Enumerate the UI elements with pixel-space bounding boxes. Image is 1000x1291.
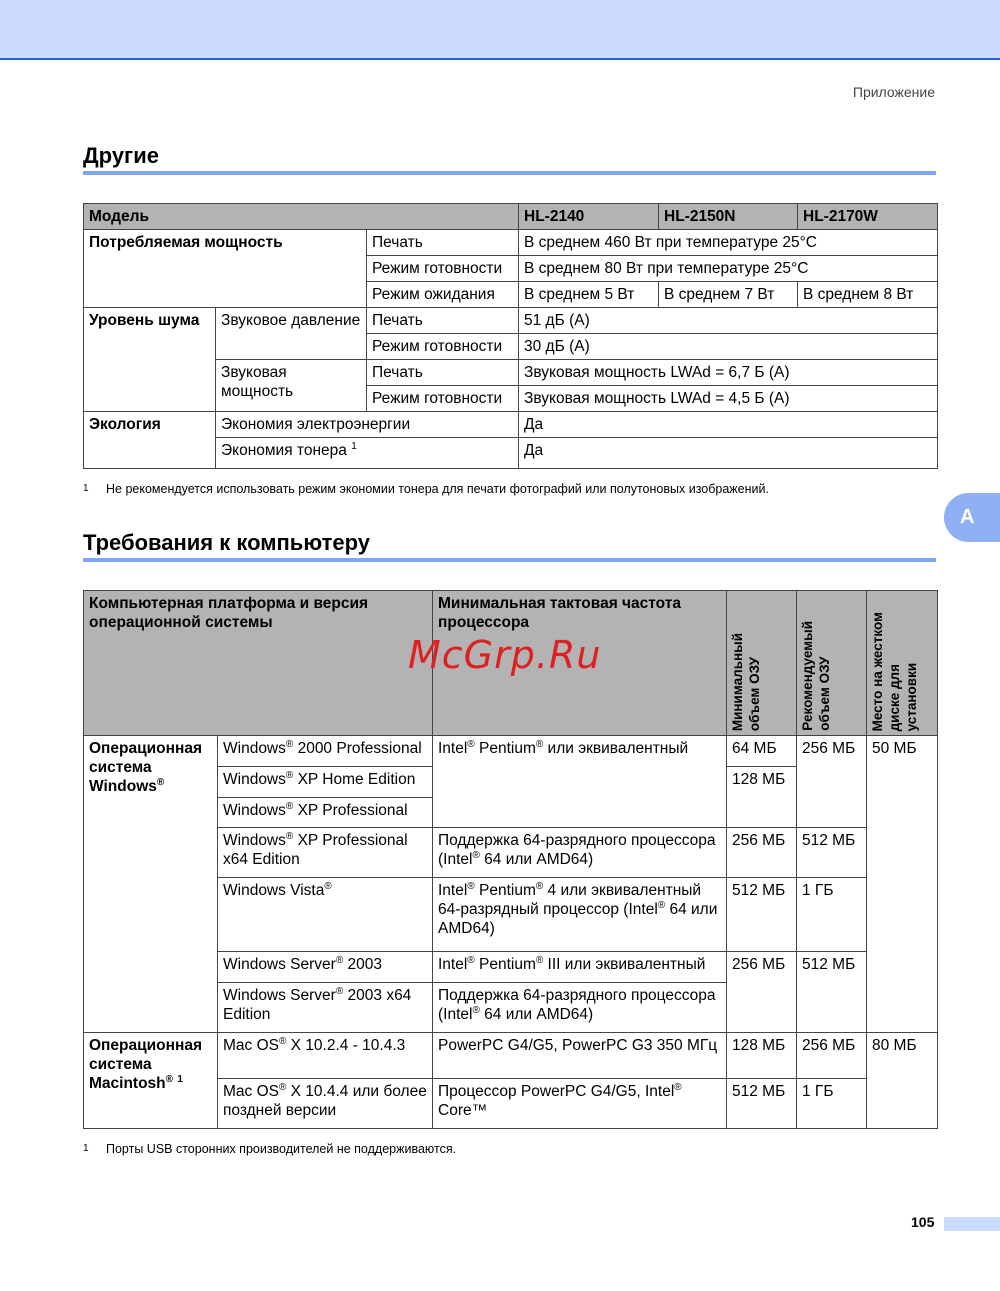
page-number: 105 xyxy=(911,1214,935,1230)
title-rule xyxy=(83,171,936,175)
cell: Звуковое давление xyxy=(216,308,367,360)
power-label: Потребляемая мощность xyxy=(84,230,367,308)
footnote-ref: 1 xyxy=(351,440,357,452)
cell: 1 ГБ xyxy=(797,1079,867,1129)
reg-mark: ® xyxy=(156,776,165,788)
section-title-others: Другие xyxy=(83,143,159,168)
os-cell: Windows® XP Professional x64 Edition xyxy=(218,828,433,878)
section-header: Приложение xyxy=(852,84,935,100)
cell: Режим ожидания xyxy=(367,282,519,308)
cell: 256 МБ xyxy=(797,736,867,828)
os-cell: Windows® 2000 Professional xyxy=(218,736,433,767)
cpu-cell: Intel® Pentium® или эквивалентный xyxy=(433,736,727,828)
cell: 512 МБ xyxy=(797,828,867,878)
model-hl2140: HL-2140 xyxy=(519,204,659,230)
cell: 512 МБ xyxy=(727,1079,797,1129)
cell: 512 МБ xyxy=(797,952,867,1033)
page-bar xyxy=(944,1217,1000,1231)
group-label: Операционная система Windows xyxy=(89,740,203,795)
os-cell: Windows® XP Professional xyxy=(218,798,433,828)
cell: 30 дБ (A) xyxy=(519,334,938,360)
cell: В среднем 5 Вт xyxy=(519,282,659,308)
os-cell: Windows Server® 2003 xyxy=(218,952,433,983)
specs-table xyxy=(83,203,938,469)
section-title-requirements: Требования к компьютеру xyxy=(83,530,370,555)
footnote-text: Порты USB сторонних производителей не поддерживаются. xyxy=(106,1142,457,1156)
footnote-1 xyxy=(83,481,937,497)
cell: В среднем 80 Вт при температуре 25°C xyxy=(519,256,938,282)
cell: Печать xyxy=(367,360,519,386)
cell: 256 МБ xyxy=(797,1033,867,1079)
cell: Звуковая мощность xyxy=(216,360,367,412)
cell: 50 МБ xyxy=(867,736,938,1033)
cell: 256 МБ xyxy=(727,952,797,1033)
cell: 512 МБ xyxy=(727,878,797,952)
cell: Печать xyxy=(367,230,519,256)
os-cell: Windows Server® 2003 x64 Edition xyxy=(218,983,433,1033)
cpu-cell: Поддержка 64-разрядного процессора (Intel® 64 или AMD64) xyxy=(433,828,727,878)
footnote-2 xyxy=(83,1141,937,1157)
cell: 1 ГБ xyxy=(797,878,867,952)
platform-header: Компьютерная платформа и версия операционной системы xyxy=(84,591,433,736)
rec-ram-header: Рекомендуемый объем ОЗУ xyxy=(800,621,832,731)
os-cell: Mac OS® X 10.2.4 - 10.4.3 xyxy=(218,1033,433,1079)
appendix-tab[interactable]: A xyxy=(944,493,1000,542)
model-hl2150n: HL-2150N xyxy=(659,204,798,230)
cell: В среднем 7 Вт xyxy=(659,282,798,308)
hdd-header: Место на жестком диске для установки xyxy=(870,611,919,731)
cell: Звуковая мощность LWAd = 4,5 Б (A) xyxy=(519,386,938,412)
model-hl2170w: HL-2170W xyxy=(798,204,938,230)
cpu-cell: Процессор PowerPC G4/G5, Intel® Core™ xyxy=(433,1079,727,1129)
cell: Звуковая мощность LWAd = 6,7 Б (A) xyxy=(519,360,938,386)
cell: Да xyxy=(519,412,938,438)
footnote-number: 1 xyxy=(83,1143,89,1154)
cell: 51 дБ (A) xyxy=(519,308,938,334)
specs-block xyxy=(83,203,937,497)
toner-label: Экономия тонера xyxy=(221,442,347,459)
cell xyxy=(216,438,519,469)
os-cell: Windows Vista® xyxy=(218,878,433,952)
cell: Экономия электроэнергии xyxy=(216,412,519,438)
cell: Режим готовности xyxy=(367,256,519,282)
cell: Да xyxy=(519,438,938,469)
cell: В среднем 8 Вт xyxy=(798,282,938,308)
cpu-cell: Intel® Pentium® III или эквивалентный xyxy=(433,952,727,983)
cell: 64 МБ xyxy=(727,736,797,767)
cell: 256 МБ xyxy=(727,828,797,878)
model-header: Модель xyxy=(84,204,519,230)
cell: В среднем 460 Вт при температуре 25°C xyxy=(519,230,938,256)
cpu-cell: PowerPC G4/G5, PowerPC G3 350 МГц xyxy=(433,1033,727,1079)
os-cell: Windows® XP Home Edition xyxy=(218,767,433,798)
cell: Режим готовности xyxy=(367,386,519,412)
eco-label: Экология xyxy=(84,412,216,469)
title-rule xyxy=(83,558,936,562)
noise-label: Уровень шума xyxy=(84,308,216,412)
cell: 80 МБ xyxy=(867,1033,938,1129)
cell: Режим готовности xyxy=(367,334,519,360)
cpu-cell: Intel® Pentium® 4 или эквивалентный 64-разрядный процессор (Intel® 64 или AMD64) xyxy=(433,878,727,952)
min-ram-header: Минимальный объем ОЗУ xyxy=(730,632,762,731)
footnote-text: Не рекомендуется использовать режим экономии тонера для печати фотографий или полутоновых изображений. xyxy=(106,482,769,496)
cpu-cell: Поддержка 64-разрядного процессора (Intel® 64 или AMD64) xyxy=(433,983,727,1033)
cell: Печать xyxy=(367,308,519,334)
windows-group xyxy=(84,736,218,1033)
os-cell: Mac OS® X 10.4.4 или более поздней версии xyxy=(218,1079,433,1129)
cell: 128 МБ xyxy=(727,767,797,828)
footnote-number: 1 xyxy=(83,483,89,494)
cell: 128 МБ xyxy=(727,1033,797,1079)
cpu-header: Минимальная тактовая частота процессора xyxy=(433,591,727,736)
watermark: McGrp.Ru xyxy=(408,633,602,677)
top-band xyxy=(0,0,1000,60)
mac-group: Операционная система Macintosh® $^1$ xyxy=(84,1033,218,1129)
